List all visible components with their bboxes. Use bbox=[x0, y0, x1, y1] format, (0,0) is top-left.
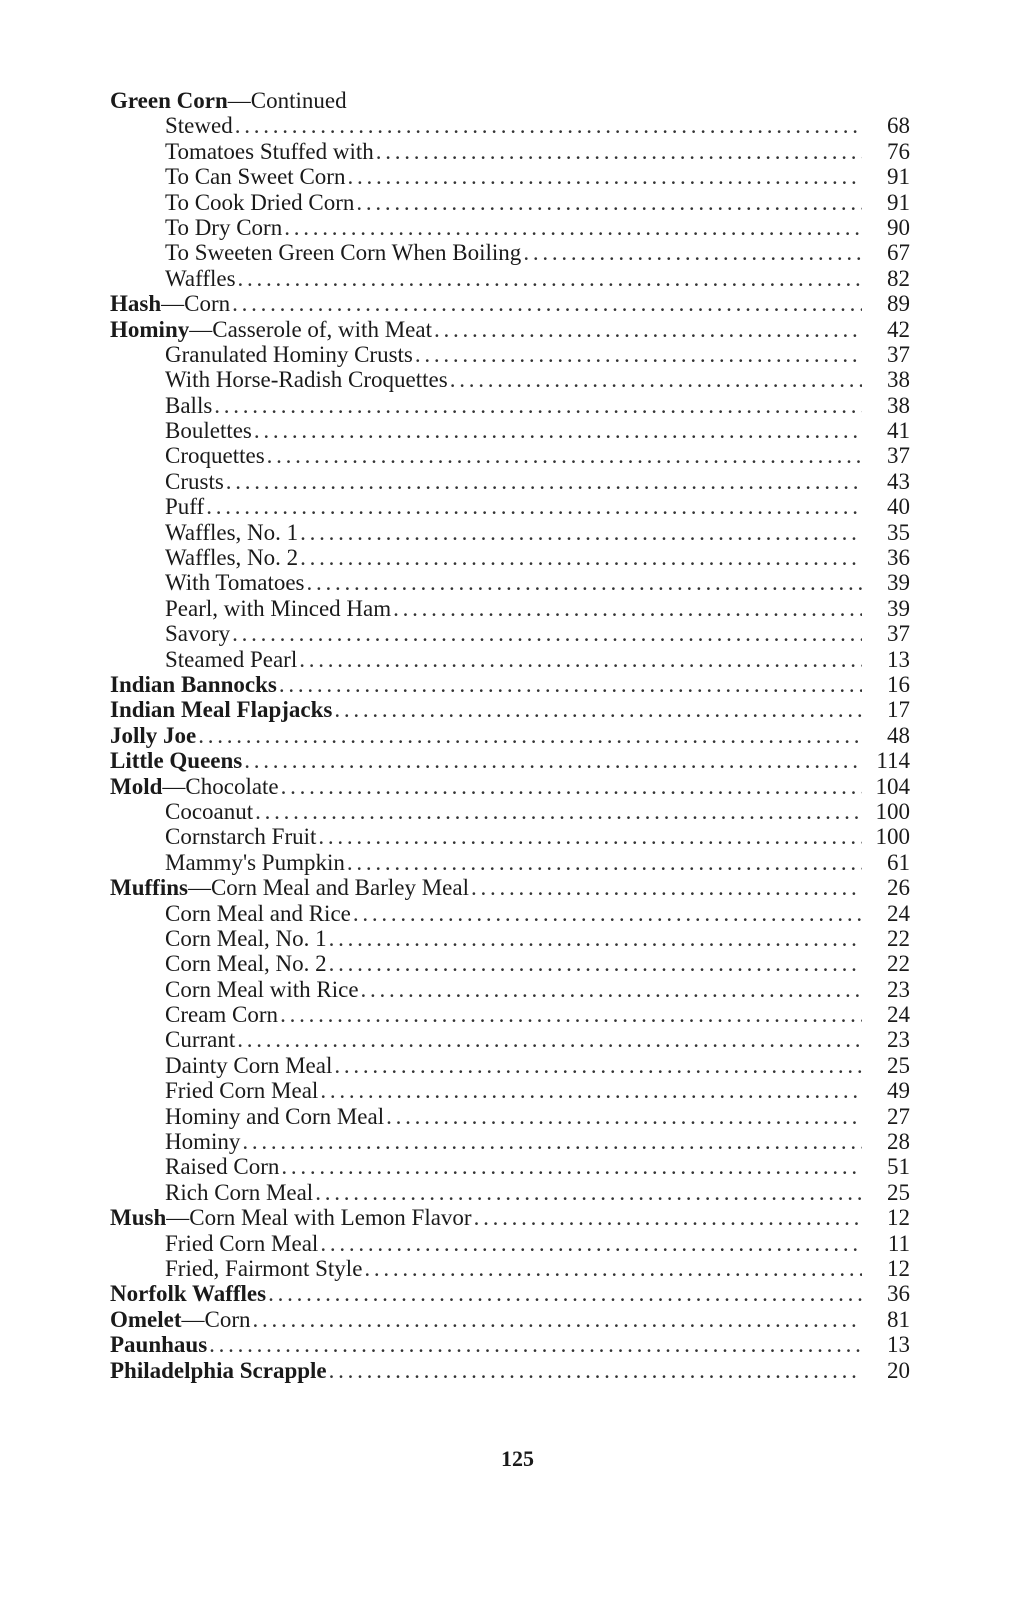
dot-leader bbox=[376, 139, 862, 164]
entry-label bbox=[110, 240, 521, 265]
entry-text: To Can Sweet Corn bbox=[165, 164, 346, 190]
entry-page-number: 20 bbox=[887, 1357, 910, 1383]
entry-label bbox=[110, 1307, 251, 1332]
dot-leader bbox=[334, 697, 862, 722]
dot-leader bbox=[198, 723, 862, 748]
entry-label bbox=[110, 520, 298, 545]
entry-text: Corn Meal, No. 1 bbox=[165, 925, 327, 951]
entry-lead: Jolly Joe bbox=[110, 722, 197, 748]
entry-page-number: 37 bbox=[887, 621, 910, 647]
index-entry bbox=[110, 977, 910, 1002]
index-entry bbox=[110, 1104, 910, 1129]
entry-text: Fried Corn Meal bbox=[165, 1230, 319, 1256]
index-entry bbox=[110, 1231, 910, 1256]
entry-page-number: 24 bbox=[887, 1002, 910, 1028]
entry-label bbox=[110, 672, 277, 697]
index-entry bbox=[110, 1078, 910, 1103]
dot-leader bbox=[347, 164, 862, 189]
entry-page-number: 67 bbox=[887, 240, 910, 266]
index-entry bbox=[110, 1307, 910, 1332]
entry-lead: Norfolk Waffles bbox=[110, 1281, 267, 1307]
index-entry bbox=[110, 494, 910, 519]
dot-leader bbox=[209, 1332, 862, 1357]
entry-label bbox=[110, 443, 265, 468]
entry-label bbox=[110, 1104, 384, 1129]
index-entry bbox=[110, 1129, 910, 1154]
entry-label bbox=[110, 901, 351, 926]
entry-page-number: 25 bbox=[887, 1179, 910, 1205]
entry-page-number: 61 bbox=[887, 849, 910, 875]
entry-label bbox=[110, 1154, 279, 1179]
entry-label bbox=[110, 215, 282, 240]
dot-leader bbox=[244, 748, 862, 773]
entry-label bbox=[110, 1180, 313, 1205]
dot-leader bbox=[471, 875, 862, 900]
entry-page-number: 41 bbox=[887, 418, 910, 444]
entry-text: —Continued bbox=[227, 88, 347, 113]
dot-leader bbox=[474, 1205, 862, 1230]
entry-page-number: 82 bbox=[887, 265, 910, 291]
entry-page-number: 39 bbox=[887, 570, 910, 596]
entry-page-number: 35 bbox=[887, 519, 910, 545]
dot-leader bbox=[329, 926, 862, 951]
dot-leader bbox=[255, 799, 862, 824]
entry-label bbox=[110, 367, 448, 392]
dot-leader bbox=[238, 266, 862, 291]
entry-text: Corn Meal and Rice bbox=[165, 900, 351, 926]
entry-lead: Indian Bannocks bbox=[110, 671, 277, 697]
index-entry bbox=[110, 748, 910, 773]
entry-text: Tomatoes Stuffed with bbox=[165, 138, 374, 164]
dot-leader bbox=[347, 850, 862, 875]
entry-label bbox=[110, 266, 236, 291]
dot-leader bbox=[393, 596, 862, 621]
entry-text: Pearl, with Minced Ham bbox=[165, 595, 392, 621]
entry-page-number: 49 bbox=[887, 1078, 910, 1104]
entry-page-number: 36 bbox=[887, 1281, 910, 1307]
entry-page-number: 27 bbox=[887, 1103, 910, 1129]
page-number: 125 bbox=[501, 1446, 534, 1471]
entry-text: Mammy's Pumpkin bbox=[165, 849, 345, 875]
entry-page-number: 51 bbox=[887, 1154, 910, 1180]
entry-text: Balls bbox=[165, 392, 213, 418]
entry-label bbox=[110, 748, 242, 773]
entry-label bbox=[110, 1205, 472, 1230]
entry-lead: Hash bbox=[110, 291, 162, 317]
dot-leader bbox=[320, 1231, 862, 1256]
index-entry bbox=[110, 443, 910, 468]
entry-label bbox=[110, 723, 196, 748]
entry-label bbox=[110, 875, 469, 900]
entry-label bbox=[110, 647, 297, 672]
dot-leader bbox=[237, 1027, 862, 1052]
index-entry bbox=[110, 240, 910, 265]
entry-label bbox=[110, 697, 332, 722]
index-entry bbox=[110, 672, 910, 697]
index-entry bbox=[110, 164, 910, 189]
index-entry bbox=[110, 824, 910, 849]
entry-page-number: 22 bbox=[887, 951, 910, 977]
entry-text: Granulated Hominy Crusts bbox=[165, 341, 413, 367]
entry-label bbox=[110, 799, 253, 824]
index-entry bbox=[110, 621, 910, 646]
index-entry bbox=[110, 1002, 910, 1027]
entry-page-number: 38 bbox=[887, 367, 910, 393]
entry-page-number: 38 bbox=[887, 392, 910, 418]
entry-label bbox=[110, 418, 252, 443]
entry-text: Steamed Pearl bbox=[165, 646, 298, 672]
entry-page-number: 48 bbox=[887, 722, 910, 748]
dot-leader bbox=[206, 494, 862, 519]
entry-label bbox=[110, 164, 345, 189]
dot-leader bbox=[300, 520, 862, 545]
entry-text: Corn Meal, No. 2 bbox=[165, 951, 327, 977]
entry-label bbox=[110, 1078, 318, 1103]
entry-label bbox=[110, 1256, 362, 1281]
entry-page-number: 91 bbox=[887, 164, 910, 190]
entry-label bbox=[110, 951, 327, 976]
entry-text: —Corn Meal with Lemon Flavor bbox=[166, 1205, 472, 1231]
entry-lead: Philadelphia Scrapple bbox=[110, 1357, 327, 1383]
index-entry bbox=[110, 774, 910, 799]
entry-page-number: 13 bbox=[887, 1332, 910, 1358]
index-entry bbox=[110, 342, 910, 367]
entry-text: Cream Corn bbox=[165, 1002, 279, 1028]
dot-leader bbox=[415, 342, 862, 367]
entry-page-number: 23 bbox=[887, 1027, 910, 1053]
entry-page-number: 76 bbox=[887, 138, 910, 164]
entry-text: With Tomatoes bbox=[165, 570, 305, 596]
dot-leader bbox=[434, 317, 862, 342]
dot-leader bbox=[315, 1180, 862, 1205]
index-entry bbox=[110, 469, 910, 494]
dot-leader bbox=[356, 190, 862, 215]
entry-page-number: 89 bbox=[887, 291, 910, 317]
index-entry bbox=[110, 875, 910, 900]
index-entry bbox=[110, 647, 910, 672]
index-entry bbox=[110, 418, 910, 443]
entry-label bbox=[110, 570, 305, 595]
entry-label bbox=[110, 190, 354, 215]
index-entry bbox=[110, 1027, 910, 1052]
entry-page-number: 42 bbox=[887, 316, 910, 342]
index-entry bbox=[110, 1205, 910, 1230]
entry-label bbox=[110, 1281, 266, 1306]
index-entry bbox=[110, 596, 910, 621]
entry-page-number: 17 bbox=[887, 697, 910, 723]
entry-page-number: 100 bbox=[875, 824, 910, 850]
index-entry bbox=[110, 88, 910, 113]
entry-text: Hominy and Corn Meal bbox=[165, 1103, 385, 1129]
index-entry bbox=[110, 850, 910, 875]
entry-page-number: 114 bbox=[876, 748, 910, 774]
index-entry bbox=[110, 951, 910, 976]
index-entry bbox=[110, 1358, 910, 1383]
dot-leader bbox=[281, 774, 862, 799]
entry-page-number: 13 bbox=[887, 646, 910, 672]
entry-label bbox=[110, 850, 345, 875]
index-entry bbox=[110, 393, 910, 418]
index-entry bbox=[110, 697, 910, 722]
dot-leader bbox=[235, 113, 862, 138]
entry-page-number: 23 bbox=[887, 976, 910, 1002]
entry-page-number: 100 bbox=[875, 798, 910, 824]
entry-label bbox=[110, 596, 391, 621]
entry-label bbox=[110, 393, 212, 418]
index-entry bbox=[110, 1281, 910, 1306]
entry-text: Croquettes bbox=[165, 443, 265, 469]
dot-leader bbox=[300, 545, 862, 570]
entry-page-number: 11 bbox=[887, 1230, 910, 1256]
dot-leader bbox=[226, 469, 862, 494]
entry-text: With Horse-Radish Croquettes bbox=[165, 367, 448, 393]
entry-lead: Indian Meal Flapjacks bbox=[110, 697, 333, 723]
entry-text: Waffles, No. 1 bbox=[165, 519, 299, 545]
entry-label bbox=[110, 1129, 240, 1154]
entry-text: Fried Corn Meal bbox=[165, 1078, 319, 1104]
index-entry bbox=[110, 291, 910, 316]
entry-page-number: 25 bbox=[887, 1052, 910, 1078]
entry-page-number: 12 bbox=[887, 1205, 910, 1231]
index-entry bbox=[110, 1180, 910, 1205]
dot-leader bbox=[523, 240, 862, 265]
entry-label bbox=[110, 113, 233, 138]
dot-leader bbox=[284, 215, 862, 240]
dot-leader bbox=[281, 1154, 862, 1179]
index-entry bbox=[110, 266, 910, 291]
index-entry bbox=[110, 215, 910, 240]
entry-page-number: 28 bbox=[887, 1129, 910, 1155]
entry-text: —Corn bbox=[181, 1306, 251, 1332]
entry-label bbox=[110, 291, 230, 316]
dot-leader bbox=[299, 647, 862, 672]
entry-page-number: 39 bbox=[887, 595, 910, 621]
dot-leader bbox=[353, 901, 862, 926]
dot-leader bbox=[320, 1078, 862, 1103]
entry-page-number: 43 bbox=[887, 468, 910, 494]
entry-text: Corn Meal with Rice bbox=[165, 976, 359, 1002]
entry-label bbox=[110, 88, 347, 113]
dot-leader bbox=[214, 393, 862, 418]
index-entry bbox=[110, 190, 910, 215]
dot-leader bbox=[254, 418, 862, 443]
index-entry bbox=[110, 317, 910, 342]
entry-page-number: 91 bbox=[887, 189, 910, 215]
entry-text: —Corn bbox=[161, 291, 231, 317]
index-entry bbox=[110, 570, 910, 595]
entry-label bbox=[110, 621, 230, 646]
index-entry bbox=[110, 1332, 910, 1357]
dot-leader bbox=[279, 672, 862, 697]
entry-text: Currant bbox=[165, 1027, 236, 1053]
entry-lead: Green Corn bbox=[110, 88, 228, 113]
entry-text: Raised Corn bbox=[165, 1154, 280, 1180]
entry-label bbox=[110, 926, 327, 951]
entry-text: To Cook Dried Corn bbox=[165, 189, 355, 215]
entry-page-number: 36 bbox=[887, 545, 910, 571]
entry-label bbox=[110, 469, 224, 494]
entry-text: Cocoanut bbox=[165, 798, 254, 824]
entry-page-number: 22 bbox=[887, 925, 910, 951]
dot-leader bbox=[232, 291, 862, 316]
entry-page-number: 81 bbox=[887, 1306, 910, 1332]
entry-page-number: 90 bbox=[887, 214, 910, 240]
entry-label bbox=[110, 317, 432, 342]
entry-text: —Casserole of, with Meat bbox=[189, 316, 432, 342]
index-entry bbox=[110, 520, 910, 545]
entry-label bbox=[110, 824, 316, 849]
entry-label bbox=[110, 1231, 318, 1256]
entry-text: —Chocolate bbox=[162, 773, 279, 799]
entry-page-number: 40 bbox=[887, 494, 910, 520]
entry-label bbox=[110, 342, 413, 367]
entry-text: —Corn Meal and Barley Meal bbox=[187, 875, 469, 901]
entry-text: Fried, Fairmont Style bbox=[165, 1255, 363, 1281]
entry-lead: Muffins bbox=[110, 875, 188, 901]
dot-leader bbox=[334, 1053, 862, 1078]
dot-leader bbox=[386, 1104, 862, 1129]
entry-page-number: 26 bbox=[887, 875, 910, 901]
entry-lead: Mush bbox=[110, 1205, 167, 1231]
entry-text: Crusts bbox=[165, 468, 224, 494]
entry-label bbox=[110, 774, 279, 799]
entry-text: Stewed bbox=[165, 113, 233, 139]
index-entry bbox=[110, 139, 910, 164]
dot-leader bbox=[232, 621, 862, 646]
entry-label bbox=[110, 1027, 235, 1052]
entry-lead: Mold bbox=[110, 773, 163, 799]
entry-text: To Dry Corn bbox=[165, 214, 283, 240]
entry-page-number: 24 bbox=[887, 900, 910, 926]
entry-label bbox=[110, 1358, 327, 1383]
dot-leader bbox=[364, 1256, 862, 1281]
index-entry bbox=[110, 113, 910, 138]
entry-lead: Hominy bbox=[110, 316, 190, 342]
entry-text: Cornstarch Fruit bbox=[165, 824, 317, 850]
dot-leader bbox=[329, 1358, 862, 1383]
entry-label bbox=[110, 1053, 332, 1078]
index-entry bbox=[110, 926, 910, 951]
index-entry bbox=[110, 545, 910, 570]
entry-label bbox=[110, 545, 298, 570]
entry-page-number: 12 bbox=[887, 1255, 910, 1281]
entry-label bbox=[110, 494, 204, 519]
dot-leader bbox=[318, 824, 862, 849]
entry-page-number: 16 bbox=[887, 671, 910, 697]
entry-label bbox=[110, 139, 374, 164]
entry-text: Hominy bbox=[165, 1129, 241, 1155]
dot-leader bbox=[253, 1307, 862, 1332]
dot-leader bbox=[329, 951, 862, 976]
index-entry bbox=[110, 901, 910, 926]
entry-lead: Omelet bbox=[110, 1306, 182, 1332]
entry-label bbox=[110, 1002, 278, 1027]
entry-text: Waffles, No. 2 bbox=[165, 545, 299, 571]
dot-leader bbox=[307, 570, 863, 595]
entry-text: Boulettes bbox=[165, 418, 252, 444]
dot-leader bbox=[280, 1002, 862, 1027]
dot-leader bbox=[361, 977, 862, 1002]
entry-text: Waffles bbox=[165, 265, 236, 291]
index-entry bbox=[110, 1154, 910, 1179]
dot-leader bbox=[242, 1129, 862, 1154]
entry-page-number: 104 bbox=[875, 773, 910, 799]
entry-label bbox=[110, 1332, 207, 1357]
entry-text: Savory bbox=[165, 621, 231, 647]
entry-text: Puff bbox=[165, 494, 205, 520]
index-entry bbox=[110, 799, 910, 824]
index-entry bbox=[110, 1053, 910, 1078]
entry-page-number: 37 bbox=[887, 443, 910, 469]
entry-text: To Sweeten Green Corn When Boiling bbox=[165, 240, 522, 266]
index-list bbox=[110, 88, 910, 1383]
entry-lead: Paunhaus bbox=[110, 1332, 208, 1358]
index-entry bbox=[110, 367, 910, 392]
entry-page-number: 37 bbox=[887, 341, 910, 367]
dot-leader bbox=[267, 443, 862, 468]
entry-label bbox=[110, 977, 359, 1002]
entry-lead: Little Queens bbox=[110, 748, 243, 774]
index-entry bbox=[110, 723, 910, 748]
index-entry bbox=[110, 1256, 910, 1281]
entry-page-number: 68 bbox=[887, 113, 910, 139]
entry-text: Dainty Corn Meal bbox=[165, 1052, 333, 1078]
dot-leader bbox=[268, 1281, 862, 1306]
entry-text: Rich Corn Meal bbox=[165, 1179, 314, 1205]
dot-leader bbox=[450, 367, 862, 392]
